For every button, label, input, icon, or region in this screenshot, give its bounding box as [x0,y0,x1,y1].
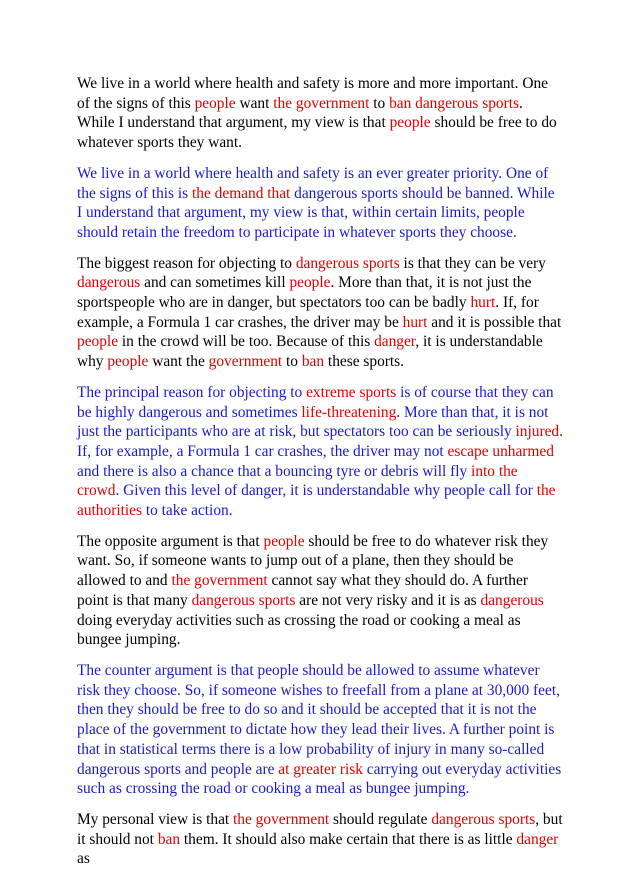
text-run: to take action. [141,502,233,520]
original-paragraph [77,810,563,869]
text-run: , it is understandable why [77,333,543,371]
text-run: We live in a world where health and safety is an ever greater priority. One of the signs of this is [77,164,549,202]
text-run: The principal reason for objecting to [77,383,307,401]
highlighted-phrase: people [389,114,431,132]
text-run: . If, for example, a Formula 1 car crashes, the driver may not [77,423,563,460]
highlighted-phrase: the government [233,810,330,828]
text-run: to [369,94,390,112]
highlighted-phrase: people [107,353,149,371]
text-run: and it is possible that [427,313,562,331]
text-run: . Given this level of danger, it is understandable why people call for [115,482,537,500]
highlighted-phrase: the government [171,572,268,590]
highlighted-phrase: extreme sports [306,383,397,401]
highlighted-phrase: into the crowd [77,462,518,500]
highlighted-phrase: dangerous sports [295,254,400,272]
highlighted-phrase: ban dangerous sports [389,94,520,112]
text-run: doing everyday activities such as crossing the road or cooking a meal as bungee jumping. [77,611,521,649]
highlighted-phrase: at greater risk [278,760,363,778]
revised-paragraph [77,383,563,521]
highlighted-phrase: hurt [402,313,428,331]
revised-paragraph [77,661,563,799]
text-run: , but it should not [77,810,563,848]
text-run: should be free to do whatever risk they want. So, if someone wants to jump out of a plane, then they should be allowed to and [77,532,549,590]
highlighted-phrase: the authorities [77,482,556,520]
highlighted-phrase: injured [515,423,560,441]
text-run: We live in a world where health and safety is more and more important. One of the signs of this [77,75,549,112]
text-run: is that they can be very [399,254,546,272]
document-page [77,74,563,880]
highlighted-phrase: escape unharmed [447,442,554,460]
highlighted-phrase: hurt [470,294,496,312]
highlighted-phrase: dangerous sports [431,810,536,828]
highlighted-phrase: life-threatening [301,403,397,421]
text-run: . More than that, it is not just the participants who are at risk, but spectators too can be seriously [77,403,549,441]
original-paragraph [77,74,563,153]
text-run: My personal view is that [77,810,234,828]
highlighted-phrase: dangerous [480,591,544,609]
text-run: cannot say what they should do. A further point is that many [77,572,528,609]
highlighted-phrase: people [289,274,331,292]
text-run: want the [148,353,209,371]
highlighted-phrase: ban [157,830,181,848]
highlighted-phrase: ban [301,353,325,371]
text-run: and there is also a chance that a bouncing tyre or debris will fly [77,462,472,480]
text-run: them. It should also make certain that there is as little [180,830,517,848]
text-run: as [77,850,90,868]
text-run: are not very risky and it is as [295,591,481,609]
text-run: carrying out everyday activities such as crossing the road or cooking a meal as bungee jumping. [77,760,562,798]
highlighted-phrase: people [194,94,236,112]
highlighted-phrase: dangerous [77,274,141,292]
highlighted-phrase: danger [374,333,416,351]
highlighted-phrase: dangerous sports [191,591,296,609]
text-run: should regulate [329,810,432,828]
highlighted-phrase: people [77,333,119,351]
highlighted-phrase: government [208,353,283,371]
text-run: dangerous sports should be banned. While I understand that argument, my view is that, within certain limits, people should retain the freedom to participate in whatever sports they choose. [77,184,555,241]
text-run: The counter argument is that people should be allowed to assume whatever risk they choose. So, if someone wishes to freefall from a plane at 30,000 feet, then they should be free to do so and it should be accepted that it is not the place of the government to dictate how they lead their lives. A further point is that in statistical terms there is a low probability of injury in many so-called dangerous sports and people are [77,661,560,778]
text-run: to [282,353,302,371]
text-run: . If, for example, a Formula 1 car crashes, the driver may be [77,294,539,331]
highlighted-phrase: people [263,532,305,550]
text-run: is of course that they can be highly dangerous and sometimes [77,383,554,421]
original-paragraph [77,532,563,650]
revised-paragraph [77,164,563,243]
text-run: in the crowd will be too. Because of this [118,333,375,351]
text-run: . While I understand that argument, my view is that [77,94,523,132]
highlighted-phrase: danger [516,830,559,848]
highlighted-phrase: the government [273,94,370,112]
text-run: should be free to do whatever sports they want. [77,114,557,152]
text-run: these sports. [324,353,405,371]
highlighted-phrase: the demand that [192,184,291,202]
text-run: . More than that, it is not just the sportspeople who are in danger, but spectators too can be badly [77,274,532,312]
original-paragraph [77,254,563,372]
text-run: and can sometimes kill [140,274,290,292]
text-run: The biggest reason for objecting to [77,254,296,272]
text-run: want [235,94,274,112]
text-run: The opposite argument is that [77,532,264,550]
